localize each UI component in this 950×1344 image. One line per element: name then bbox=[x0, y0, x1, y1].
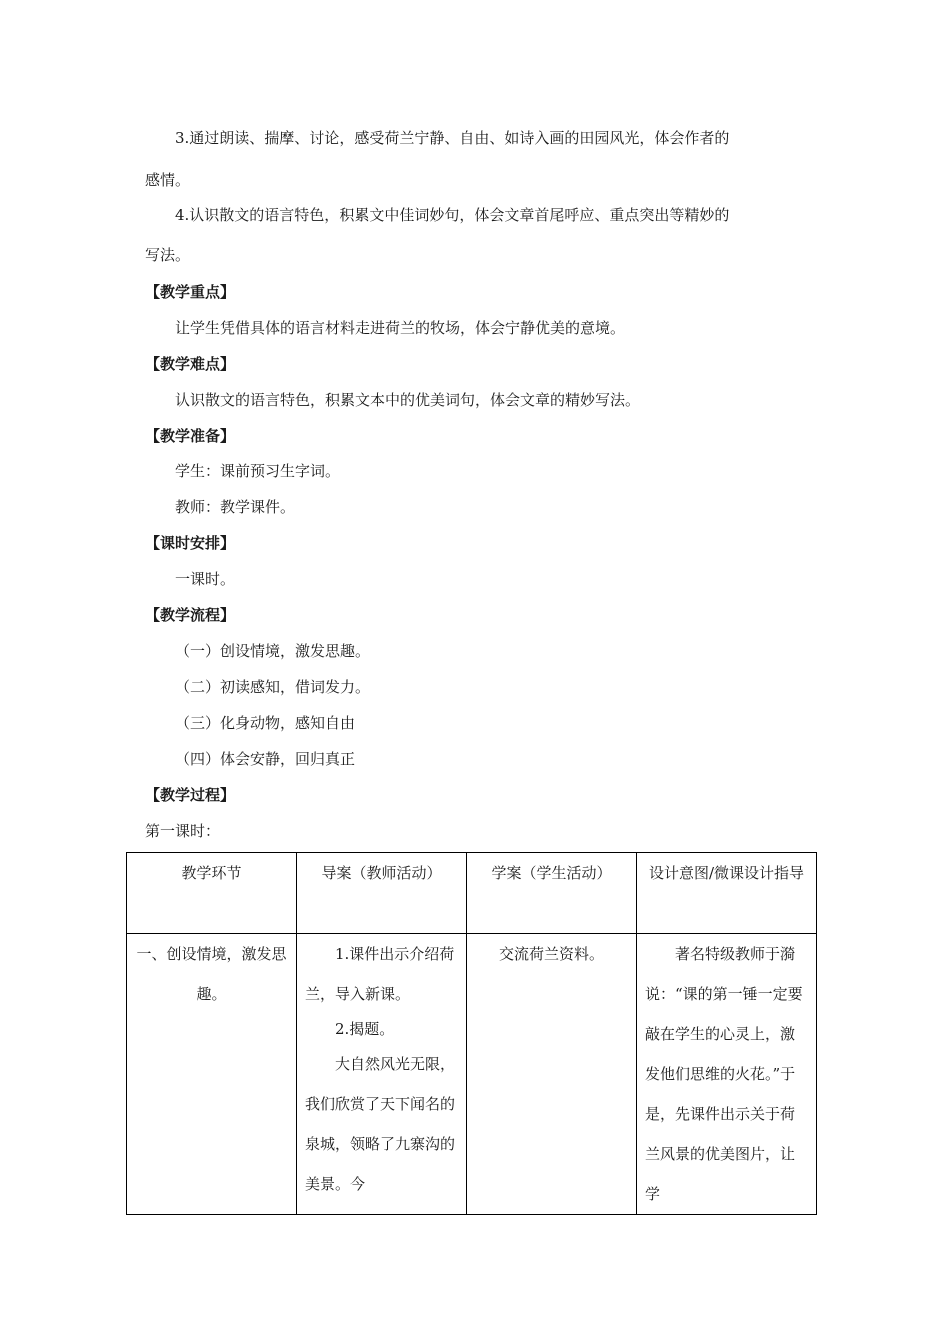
schedule-heading: 【课时安排】 bbox=[145, 534, 236, 552]
key-points-text: 让学生凭借具体的语言材料走进荷兰的牧场，体会宁静优美的意境。 bbox=[175, 319, 626, 337]
cell-design-intent bbox=[637, 934, 817, 1215]
process-heading: 【教学过程】 bbox=[145, 786, 236, 804]
flow-step-3: （三）化身动物，感知自由 bbox=[175, 714, 356, 732]
header-design-intent: 设计意图/微课设计指导 bbox=[637, 853, 817, 934]
difficulties-heading: 【教学难点】 bbox=[145, 355, 236, 373]
schedule-text: 一课时。 bbox=[175, 570, 236, 588]
flow-step-4: （四）体会安静，回归真正 bbox=[175, 750, 356, 768]
objective-3-line2: 感情。 bbox=[145, 171, 191, 189]
flow-step-2: （二）初读感知，借词发力。 bbox=[175, 678, 371, 696]
objective-3-line1: 3.通过朗读、揣摩、讨论，感受荷兰宁静、自由、如诗入画的田园风光，体会作者的 bbox=[175, 129, 730, 147]
difficulties-text: 认识散文的语言特色，积累文本中的优美词句，体会文章的精妙写法。 bbox=[175, 391, 641, 409]
flow-step-1: （一）创设情境，激发思趣。 bbox=[175, 642, 371, 660]
table-row bbox=[127, 934, 817, 1215]
lesson-table bbox=[126, 852, 817, 1215]
design-text: 著名特级教师于漪说：“课的第一锤一定要敲在学生的心灵上，激发他们思维的火花。”于是，先课件出示关于荷兰风景的优美图片，让学 bbox=[645, 945, 803, 1203]
teacher-step-3: 大自然风光无限，我们欣赏了天下闻名的泉城，领略了九寨沟的美景。今 bbox=[305, 1055, 456, 1193]
cell-student-activity: 交流荷兰资料。 bbox=[467, 934, 637, 1215]
flow-heading: 【教学流程】 bbox=[145, 606, 236, 624]
key-points-heading: 【教学重点】 bbox=[145, 283, 236, 301]
objective-4-line1: 4.认识散文的语言特色，积累文中佳词妙句，体会文章首尾呼应、重点突出等精妙的 bbox=[175, 206, 730, 224]
header-student-activity: 学案（学生活动） bbox=[467, 853, 637, 934]
preparation-teacher: 教师：教学课件。 bbox=[175, 498, 296, 516]
objective-4-line2: 写法。 bbox=[145, 246, 191, 264]
teacher-step-2: 2.揭题。 bbox=[335, 1020, 395, 1038]
process-period: 第一课时： bbox=[145, 822, 221, 840]
teacher-step-1: 1.课件出示介绍荷兰，导入新课。 bbox=[305, 945, 455, 1003]
preparation-heading: 【教学准备】 bbox=[145, 427, 236, 445]
preparation-student: 学生：课前预习生字词。 bbox=[175, 462, 341, 480]
header-stage: 教学环节 bbox=[127, 853, 297, 934]
header-teacher-activity: 导案（教师活动） bbox=[297, 853, 467, 934]
cell-stage: 一、创设情境，激发思趣。 bbox=[127, 934, 297, 1215]
table-header-row bbox=[127, 853, 817, 934]
cell-teacher-activity bbox=[297, 934, 467, 1215]
